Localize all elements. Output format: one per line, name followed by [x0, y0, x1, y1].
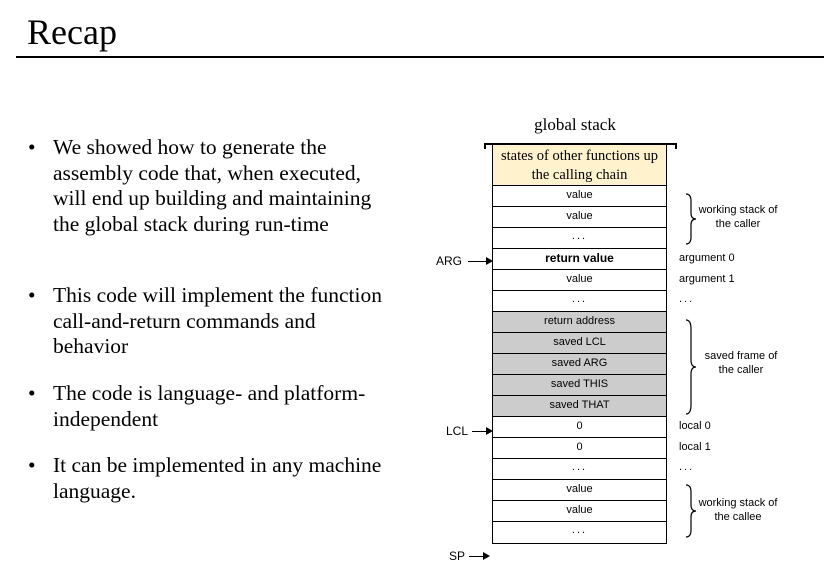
- stack-cell-ellipsis: ...: [493, 291, 666, 312]
- bullet-text: This code will implement the function call-and-return commands and behavior: [53, 283, 382, 358]
- stack-top-left-tick: [484, 143, 486, 149]
- callee-stack-brace-icon: [684, 484, 698, 538]
- slide-title: Recap: [27, 12, 117, 52]
- bullet-dot: •: [28, 453, 36, 477]
- stack-cell-local: 0: [493, 438, 666, 459]
- stack-cell-callee-value: value: [493, 480, 666, 501]
- arrow-right-icon: [486, 427, 493, 435]
- bullet-text: It can be implemented in any machine language.: [53, 453, 382, 503]
- arrow-right-icon: [486, 257, 493, 265]
- label-local-0: local 0: [679, 420, 711, 432]
- arrow-line: [468, 261, 486, 262]
- arrow-line: [469, 556, 483, 557]
- global-stack: [492, 145, 667, 544]
- caller-stack-label: working stack of the caller: [698, 204, 778, 230]
- stack-cell-saved-arg: saved ARG: [493, 354, 666, 375]
- stack-cell-local: 0: [493, 417, 666, 438]
- stack-cell-saved-this: saved THIS: [493, 375, 666, 396]
- stack-cell-saved-lcl: saved LCL: [493, 333, 666, 354]
- stack-cell-callee-value: value: [493, 501, 666, 522]
- label-argument-1: argument 1: [679, 273, 735, 285]
- stack-cell-other-states: states of other functions up the calling chain: [493, 145, 666, 186]
- stack-cell-ellipsis: ...: [571, 524, 588, 536]
- stack-cell-caller-value: value: [493, 207, 666, 228]
- lcl-pointer-label: LCL: [446, 424, 469, 438]
- arg-pointer-label: ARG: [436, 254, 463, 268]
- sp-pointer-label: SP: [449, 549, 466, 563]
- stack-title: global stack: [534, 115, 616, 134]
- stack-cell-caller-value: value: [493, 186, 666, 207]
- bullet-dot: •: [28, 283, 36, 307]
- stack-cell-return-value: return value: [493, 249, 666, 270]
- label-argument-0: argument 0: [679, 252, 735, 264]
- stack-cell-argument-value: value: [493, 270, 666, 291]
- bullet-dot: •: [28, 135, 36, 159]
- caller-stack-brace-icon: [684, 193, 698, 245]
- stack-cell-saved-that: saved THAT: [493, 396, 666, 417]
- stack-cell-ellipsis: ...: [493, 459, 666, 480]
- bullet-text: The code is language- and platform-independent: [53, 381, 366, 431]
- saved-frame-label: saved frame of the caller: [704, 350, 778, 376]
- bullet-text: We showed how to generate the assembly code that, when executed, will end up building and maintaining the global stack during run-time: [53, 135, 372, 236]
- arrow-right-icon: [483, 552, 490, 560]
- bullet-dot: •: [28, 381, 36, 405]
- callee-stack-label: working stack of the callee: [698, 497, 778, 523]
- label-local-ellipsis: ...: [679, 461, 695, 473]
- stack-cell-return-address: return address: [493, 312, 666, 333]
- label-argument-ellipsis: ...: [679, 293, 695, 305]
- stack-cell-ellipsis: ...: [493, 228, 666, 249]
- label-local-1: local 1: [679, 441, 711, 453]
- stack-top-right-tick: [675, 143, 677, 149]
- saved-frame-brace-icon: [684, 319, 698, 415]
- title-divider: [16, 56, 824, 58]
- arrow-line: [472, 431, 486, 432]
